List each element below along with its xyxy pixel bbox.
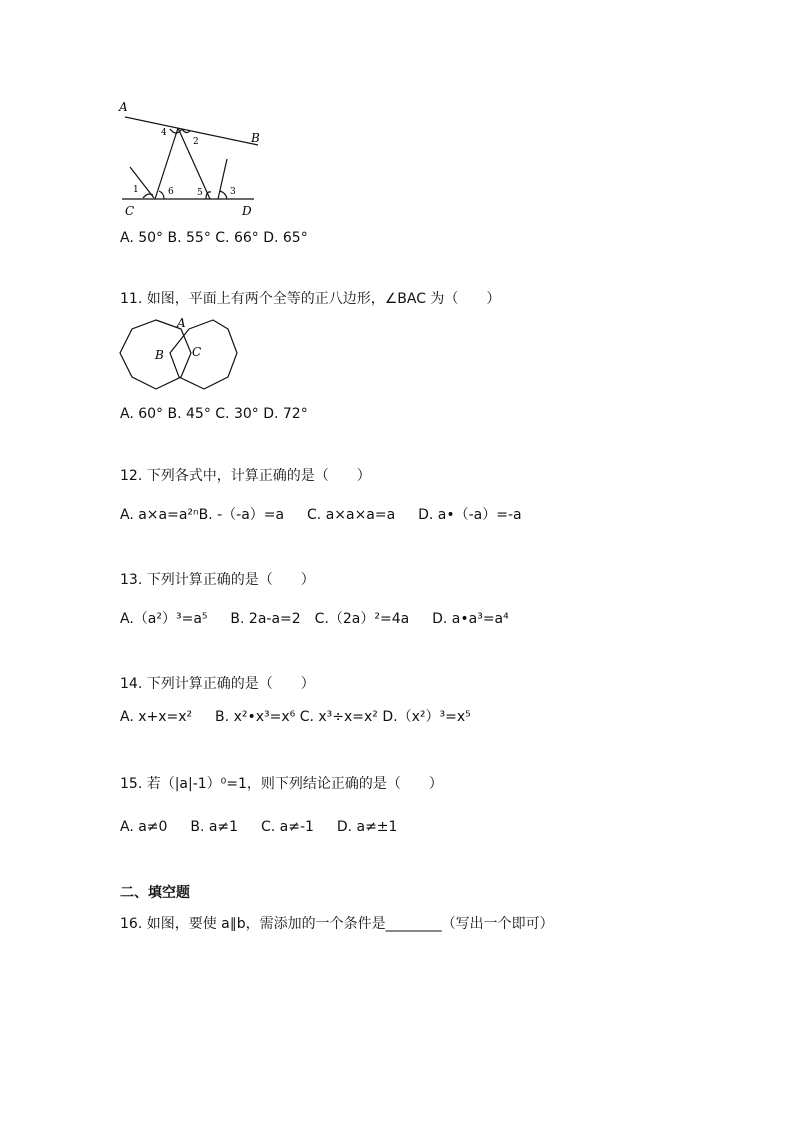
label-b: B — [251, 131, 260, 145]
angle-arc-1 — [143, 194, 153, 198]
angle-arc-3 — [220, 191, 227, 199]
label-q11-c: C — [192, 345, 202, 359]
section-heading-fill-in: 二、填空题 — [120, 885, 190, 901]
q16-text: 16. 如图，要使 a∥b，需添加的一个条件是________（写出一个即可） — [120, 916, 554, 932]
label-angle-1: 1 — [133, 185, 139, 195]
octagon-right — [170, 320, 237, 389]
q11-text: 11. 如图，平面上有两个全等的正八边形，∠BAC 为（ ） — [120, 291, 501, 307]
angle-arc-6 — [159, 191, 164, 199]
q11-options: A. 60° B. 45° C. 30° D. 72° — [120, 406, 308, 422]
label-d: D — [242, 204, 252, 218]
ray-right — [218, 159, 227, 199]
label-c: C — [125, 204, 135, 218]
line-ab — [125, 117, 258, 145]
q10-options: A. 50° B. 55° C. 66° D. 65° — [120, 230, 308, 246]
q12-text: 12. 下列各式中，计算正确的是（ ） — [120, 468, 371, 484]
label-angle-2: 2 — [193, 137, 199, 147]
label-angle-4: 4 — [161, 128, 167, 138]
segment-left — [155, 128, 178, 199]
label-angle-3: 3 — [230, 187, 236, 197]
q13-text: 13. 下列计算正确的是（ ） — [120, 572, 315, 588]
figure-q10-angles — [110, 95, 280, 220]
q15-options: A. a≠0 B. a≠1 C. a≠-1 D. a≠±1 — [120, 819, 398, 835]
label-a: A — [119, 100, 128, 114]
label-q11-b: B — [155, 348, 164, 362]
q15-text: 15. 若（|a|-1）⁰=1，则下列结论正确的是（ ） — [120, 776, 443, 792]
q14-text: 14. 下列计算正确的是（ ） — [120, 676, 315, 692]
label-q11-a: A — [177, 316, 186, 330]
q13-options: A.（a²）³=a⁵ B. 2a-a=2 C.（2a）²=4a D. a•a³=a⁴ — [120, 611, 509, 627]
q14-options: A. x+x=x² B. x²•x³=x⁶ C. x³÷x=x² D.（x²）³=x⁵ — [120, 709, 471, 725]
label-angle-6: 6 — [168, 187, 174, 197]
figure-q11-octagons — [115, 315, 245, 397]
label-angle-5: 5 — [197, 188, 203, 198]
q12-options: A. a×a=a²ⁿB. -（-a）=a C. a×a×a=a D. a•（-a）=-a — [120, 507, 522, 523]
